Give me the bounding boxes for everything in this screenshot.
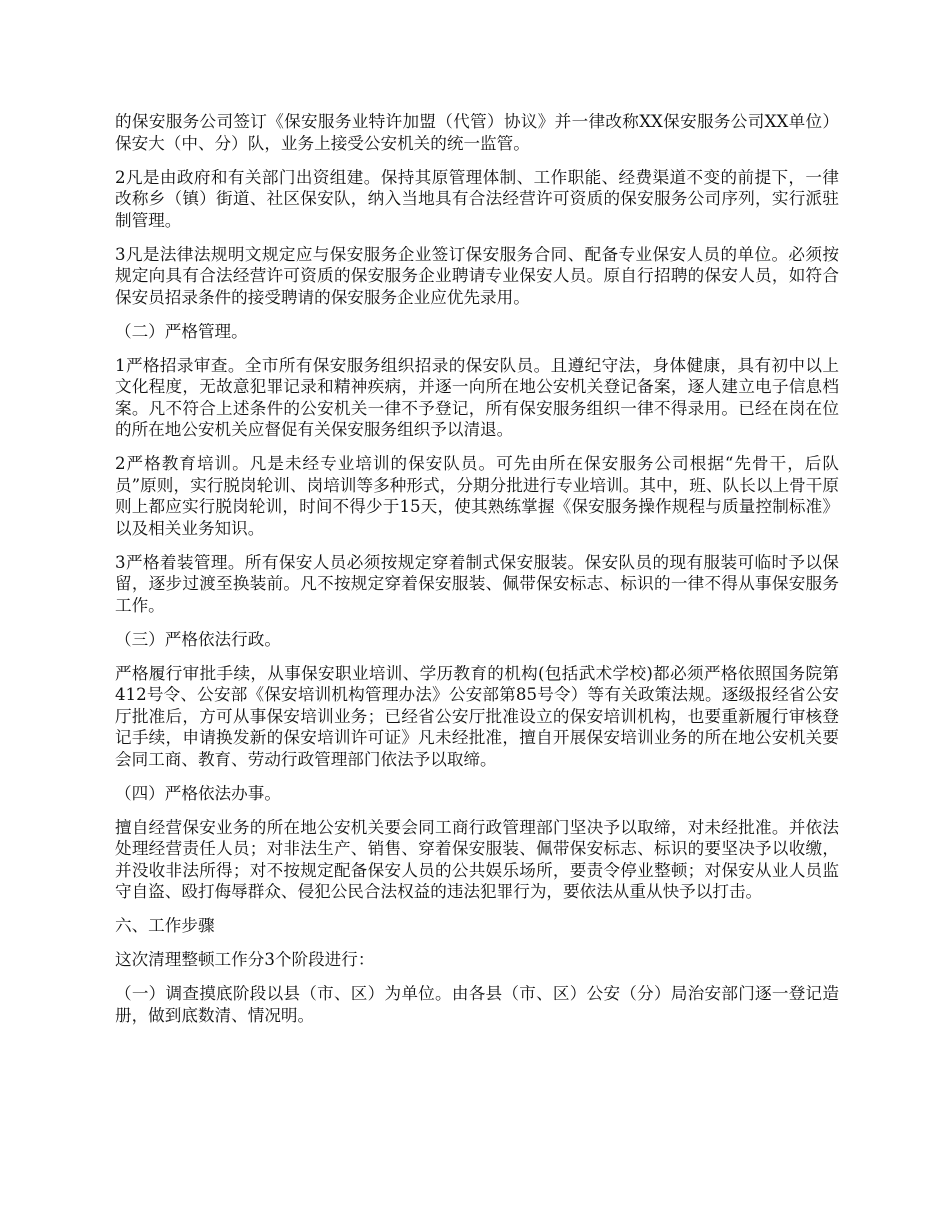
paragraph-government-funded: 2凡是由政府和有关部门出资组建。保持其原管理体制、工作职能、经费渠道不变的前提下，一律改称乡（镇）街道、社区保安队，纳入当地具有合法经营许可资质的保安服务公司序列，实行派驻制管理。 [115,167,839,230]
paragraph-three-stages: 这次清理整顿工作分3个阶段进行： [115,950,375,969]
section-heading-lawful-handling: （四）严格依法办事。 [115,783,281,803]
document-body [115,111,839,1039]
paragraph-franchise-agreement: 的保安服务公司签订《保安服务业特许加盟（代管）协议》并一律改称XX保安服务公司XX单位）保安大（中、分）队，业务上接受公安机关的统一监管。 [115,112,839,153]
section-heading-strict-management: （二）严格管理。 [115,321,248,341]
paragraph-survey-stage: （一）调查摸底阶段以县（市、区）为单位。由各县（市、区）公安（分）局治安部门逐一登记造册，做到底数清、情况明。 [115,984,839,1025]
section-heading-work-steps: 六、工作步骤 [115,916,215,935]
paragraph-uniform-management: 3严格着装管理。所有保安人员必须按规定穿着制式保安服装。保安队员的现有服装可临时予以保留，逐步过渡至换装前。凡不按规定穿着保安服装、佩带保安标志、标识的一律不得从事保安服务工作。 [115,552,839,615]
section-heading-lawful-administration: （三）严格依法行政。 [115,629,281,649]
paragraph-education-training: 2严格教育培训。凡是未经专业培训的保安队员。可先由所在保安服务公司根据“先骨干，后队员”原则，实行脱岗轮训、岗培训等多种形式，分期分批进行专业培训。其中，班、队长以上骨干原则上都应实行脱岗轮训，时间不得少于15天，使其熟练掌握《保安服务操作规程与质量控制标准》以及相关业务知识。 [115,454,839,538]
paragraph-approval-procedures: 严格履行审批手续，从事保安职业培训、学历教育的机构(包括武术学校)都必须严格依照国务院第412号令、公安部《保安培训机构管理办法》公安部第85号令）等有关政策法规。逐级报经省公安厅批准后，方可从事保安培训业务；已经省公安厅批准设立的保安培训机构，也要重新履行审核登记手续，申请换发新的保安培训许可证》凡未经批准，擅自开展保安培训业务的所在地公安机关要会同工商、教育、劳动行政管理部门依法予以取缔。 [115,663,839,769]
paragraph-recruitment-review: 1严格招录审查。全市所有保安服务组织招录的保安队员。且遵纪守法，身体健康，具有初中以上文化程度，无故意犯罪记录和精神疾病，并逐一向所在地公安机关登记备案，逐人建立电子信息档案。凡不符合上述条件的公安机关一律不予登记，所有保安服务组织一律不得录用。已经在岗在位的所在地公安机关应督促有关保安服务组织予以清退。 [115,355,839,439]
paragraph-illegal-operations: 擅自经营保安业务的所在地公安机关要会同工商行政管理部门坚决予以取缔，对未经批准。并依法处理经营责任人员；对非法生产、销售、穿着保安服装、佩带保安标志、标识的要坚决予以收缴，并没收非法所得；对不按规定配备保安人员的公共娱乐场所，要责令停业整顿；对保安从业人员监守自盗、殴打侮辱群众、侵犯公民合法权益的违法犯罪行为，要依法从重从快予以打击。 [115,817,839,901]
paragraph-legally-required-units: 3凡是法律法规明文规定应与保安服务企业签订保安服务合同、配备专业保安人员的单位。必须按规定向具有合法经营许可资质的保安服务企业聘请专业保安人员。原自行招聘的保安人员，如符合保安员招录条件的接受聘请的保安服务企业应优先录用。 [115,244,839,307]
